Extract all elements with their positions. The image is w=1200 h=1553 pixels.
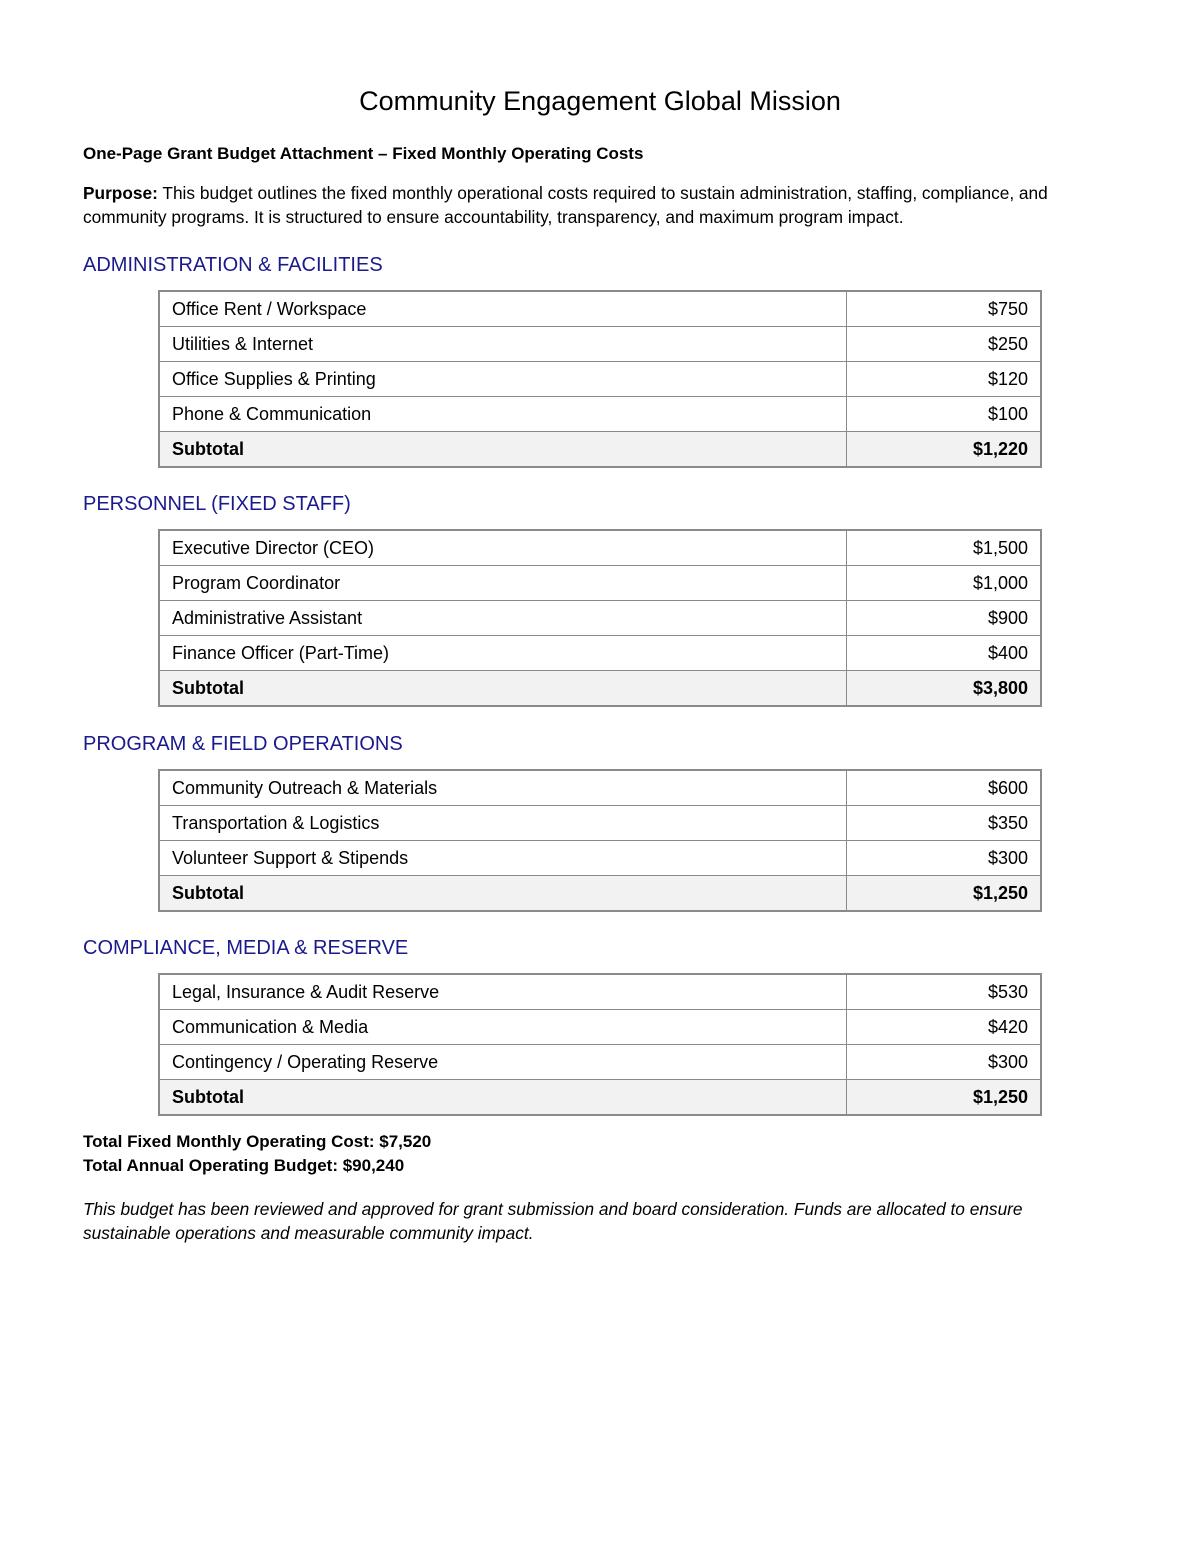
line-amount: $250	[846, 327, 1041, 362]
line-amount: $530	[846, 974, 1041, 1010]
budget-table-administration	[158, 290, 1042, 468]
table-row	[159, 397, 1041, 432]
subtotal-row	[159, 876, 1041, 912]
line-item: Phone & Communication	[159, 397, 846, 432]
subtotal-row	[159, 1080, 1041, 1116]
line-item: Communication & Media	[159, 1010, 846, 1045]
table-row	[159, 636, 1041, 671]
line-amount: $750	[846, 291, 1041, 327]
line-amount: $300	[846, 841, 1041, 876]
line-item: Office Rent / Workspace	[159, 291, 846, 327]
table-row	[159, 841, 1041, 876]
subtotal-row	[159, 671, 1041, 707]
table-row	[159, 530, 1041, 566]
line-amount: $400	[846, 636, 1041, 671]
budget-table-program	[158, 769, 1042, 912]
line-item: Utilities & Internet	[159, 327, 846, 362]
document-subtitle: One-Page Grant Budget Attachment – Fixed Monthly Operating Costs	[83, 144, 644, 163]
line-amount: $420	[846, 1010, 1041, 1045]
purpose-text: This budget outlines the fixed monthly operational costs required to sustain administration, staffing, compliance, and community programs. It is structured to ensure accountability, transparency, and maximum program impact.	[83, 183, 1048, 227]
total-annual: Total Annual Operating Budget: $90,240	[83, 1156, 405, 1175]
line-item: Administrative Assistant	[159, 601, 846, 636]
subtotal-amount: $1,250	[846, 1080, 1041, 1116]
line-item: Contingency / Operating Reserve	[159, 1045, 846, 1080]
budget-table-compliance	[158, 973, 1042, 1116]
section-heading-compliance: COMPLIANCE, MEDIA & RESERVE	[83, 937, 409, 959]
table-row	[159, 566, 1041, 601]
subtotal-amount: $3,800	[846, 671, 1041, 707]
subtotal-amount: $1,250	[846, 876, 1041, 912]
table-row	[159, 327, 1041, 362]
total-monthly: Total Fixed Monthly Operating Cost: $7,520	[83, 1132, 432, 1151]
totals-block	[83, 1130, 431, 1178]
subtotal-row	[159, 432, 1041, 468]
line-amount: $900	[846, 601, 1041, 636]
subtotal-label: Subtotal	[159, 1080, 846, 1116]
table-row	[159, 362, 1041, 397]
table-row	[159, 770, 1041, 806]
line-item: Finance Officer (Part-Time)	[159, 636, 846, 671]
line-item: Legal, Insurance & Audit Reserve	[159, 974, 846, 1010]
table-row	[159, 291, 1041, 327]
document-title: Community Engagement Global Mission	[359, 86, 841, 116]
section-heading-personnel: PERSONNEL (FIXED STAFF)	[83, 493, 351, 515]
line-item: Volunteer Support & Stipends	[159, 841, 846, 876]
line-item: Community Outreach & Materials	[159, 770, 846, 806]
line-amount: $300	[846, 1045, 1041, 1080]
subtotal-label: Subtotal	[159, 671, 846, 707]
line-amount: $1,000	[846, 566, 1041, 601]
line-item: Program Coordinator	[159, 566, 846, 601]
line-amount: $1,500	[846, 530, 1041, 566]
purpose-paragraph	[83, 181, 1113, 229]
line-amount: $100	[846, 397, 1041, 432]
line-item: Executive Director (CEO)	[159, 530, 846, 566]
section-heading-program: PROGRAM & FIELD OPERATIONS	[83, 733, 403, 755]
line-item: Transportation & Logistics	[159, 806, 846, 841]
table-row	[159, 1045, 1041, 1080]
subtotal-label: Subtotal	[159, 876, 846, 912]
subtotal-amount: $1,220	[846, 432, 1041, 468]
line-amount: $120	[846, 362, 1041, 397]
purpose-label: Purpose:	[83, 183, 158, 203]
line-item: Office Supplies & Printing	[159, 362, 846, 397]
line-amount: $350	[846, 806, 1041, 841]
subtotal-label: Subtotal	[159, 432, 846, 468]
table-row	[159, 974, 1041, 1010]
budget-table-personnel	[158, 529, 1042, 707]
table-row	[159, 806, 1041, 841]
table-row	[159, 601, 1041, 636]
section-heading-administration: ADMINISTRATION & FACILITIES	[83, 254, 383, 276]
closing-statement: This budget has been reviewed and approved for grant submission and board consideration. Funds are allocated to ensure sustainable operations and measurable community impact.	[83, 1199, 1023, 1243]
line-amount: $600	[846, 770, 1041, 806]
table-row	[159, 1010, 1041, 1045]
